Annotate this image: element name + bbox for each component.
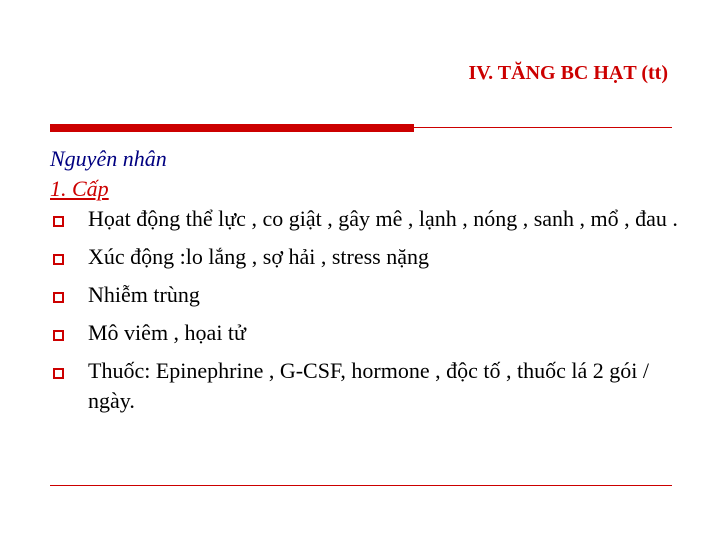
hollow-square-icon — [53, 254, 64, 265]
bullet-item — [50, 204, 680, 234]
title-divider — [50, 124, 672, 132]
bullet-item — [50, 318, 680, 348]
bullet-list — [50, 204, 680, 416]
bullet-text: Xúc động :lo lắng , sợ hải , stress nặng — [88, 244, 429, 269]
bullet-text: Mô viêm , họai tử — [88, 320, 246, 345]
bullet-item — [50, 242, 680, 272]
bottom-divider — [50, 485, 672, 486]
section-subheading: 1. Cấp — [50, 176, 109, 201]
title-divider-thick — [50, 124, 414, 132]
title-divider-thin — [414, 127, 672, 128]
hollow-square-icon — [53, 330, 64, 341]
slide-title: IV. TĂNG BC HẠT (tt) — [468, 62, 668, 84]
hollow-square-icon — [53, 368, 64, 379]
section-heading: Nguyên nhân — [50, 146, 167, 171]
bullet-text: Họat động thể lực , co giật , gây mê , lạnh , nóng , sanh , mổ , đau . — [88, 206, 678, 231]
slide-content — [50, 144, 680, 424]
bullet-text: Thuốc: Epinephrine , G-CSF, hormone , độc tố , thuốc lá 2 gói / ngày. — [88, 358, 649, 413]
bullet-text: Nhiễm trùng — [88, 282, 200, 307]
hollow-square-icon — [53, 292, 64, 303]
hollow-square-icon — [53, 216, 64, 227]
bullet-item — [50, 280, 680, 310]
bullet-item — [50, 356, 680, 416]
